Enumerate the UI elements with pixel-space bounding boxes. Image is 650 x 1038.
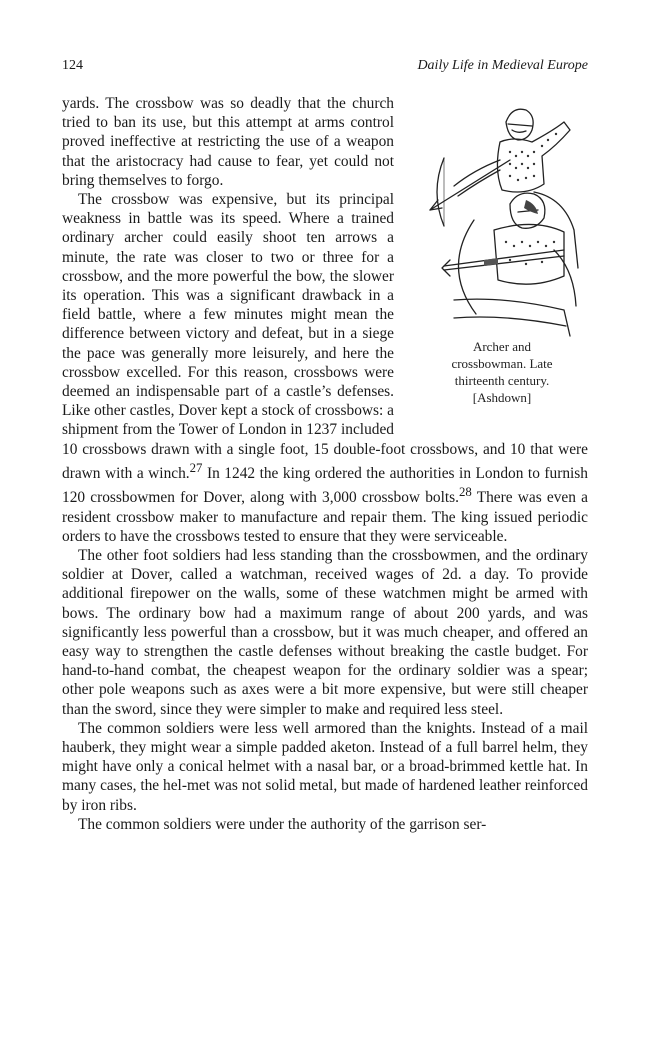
- footnote-ref-27: 27: [189, 460, 203, 475]
- page-header: [62, 58, 588, 78]
- caption-line: [Ashdown]: [472, 390, 532, 405]
- running-title: Daily Life in Medieval Europe: [417, 58, 588, 73]
- paragraph: The other foot soldiers had less standing than the crossbowmen, and the ordinary soldier at Dover, called a watchman, received wages of 2d. a day. To provide additional firepower on the walls, some of these watchmen might be armed with bows. The ordinary bow had a maximum range of about 200 yards, and was significantly less powerful than a crossbow, but it was much cheaper, and offered an easy way to strengthen the castle defenses without breaking the castle budget. For hand-to-hand combat, the cheapest weapon for the ordinary soldier was a spear; other pole weapons such as axes were a bit more expensive, but were still cheaper than the sword, since they were simpler to make and required less steel.: [62, 546, 588, 718]
- caption-line: thirteenth century.: [454, 373, 550, 388]
- paragraph: yards. The crossbow was so deadly that the church tried to ban its use, but this attempt at arms control proved ineffective at restricting the use of a weapon that the aristocracy had cause to fear, yet could not bring themselves to forgo.: [62, 95, 394, 189]
- paragraph-text: In 1242 the king ordered the authorities in London to furnish 120 crossbowmen for Dover, along with 3,000 crossbow bolts.: [62, 464, 588, 507]
- paragraph-text: The crossbow was expensive, but its principal weakness in battle was its speed. Where a trained ordinary archer could easily shoot ten arrows a minute, the rate was closer to two or three for a crossbow, and the more powerful the bow, the slower its operation. This was a significant drawback in a field battle, where a few minutes might mean the difference between victory and defeat, but in a siege the pace was generally more leisurely, and here the crossbow excelled. For this reason, crossbows were deemed an indispensable part of a castle’s defenses. Like other castles, Dover kept a stock of crossbows: a shipment from the Tower of London in 1237 included 10 crossbows drawn with a single foot, 15 double-foot crossbows, and 10 that were drawn with a winch.: [62, 191, 588, 482]
- figure-wrap-space: [394, 94, 588, 429]
- paragraph: The common soldiers were under the authority of the garrison ser-: [78, 815, 487, 833]
- caption-line: Archer and: [472, 339, 532, 354]
- footnote-ref-28: 28: [458, 485, 472, 500]
- paragraph-text: There was even a resident crossbow maker to manufacture and repair them. The king issued periodic orders to have the crossbows tested to ensure that they were serviceable.: [62, 489, 588, 545]
- body-text: [62, 94, 588, 834]
- page-number: 124: [62, 58, 83, 73]
- caption-line: crossbowman. Late: [451, 356, 553, 371]
- paragraph: The common soldiers were less well armored than the knights. Instead of a mail hauberk, they might wear a simple padded aketon. Instead of a full barrel helm, they might have only a conical helmet with a nasal bar, or a broad-brimmed kettle hat. In many cases, the hel-met was not solid metal, but made of hardened leather reinforced by iron ribs.: [62, 719, 588, 814]
